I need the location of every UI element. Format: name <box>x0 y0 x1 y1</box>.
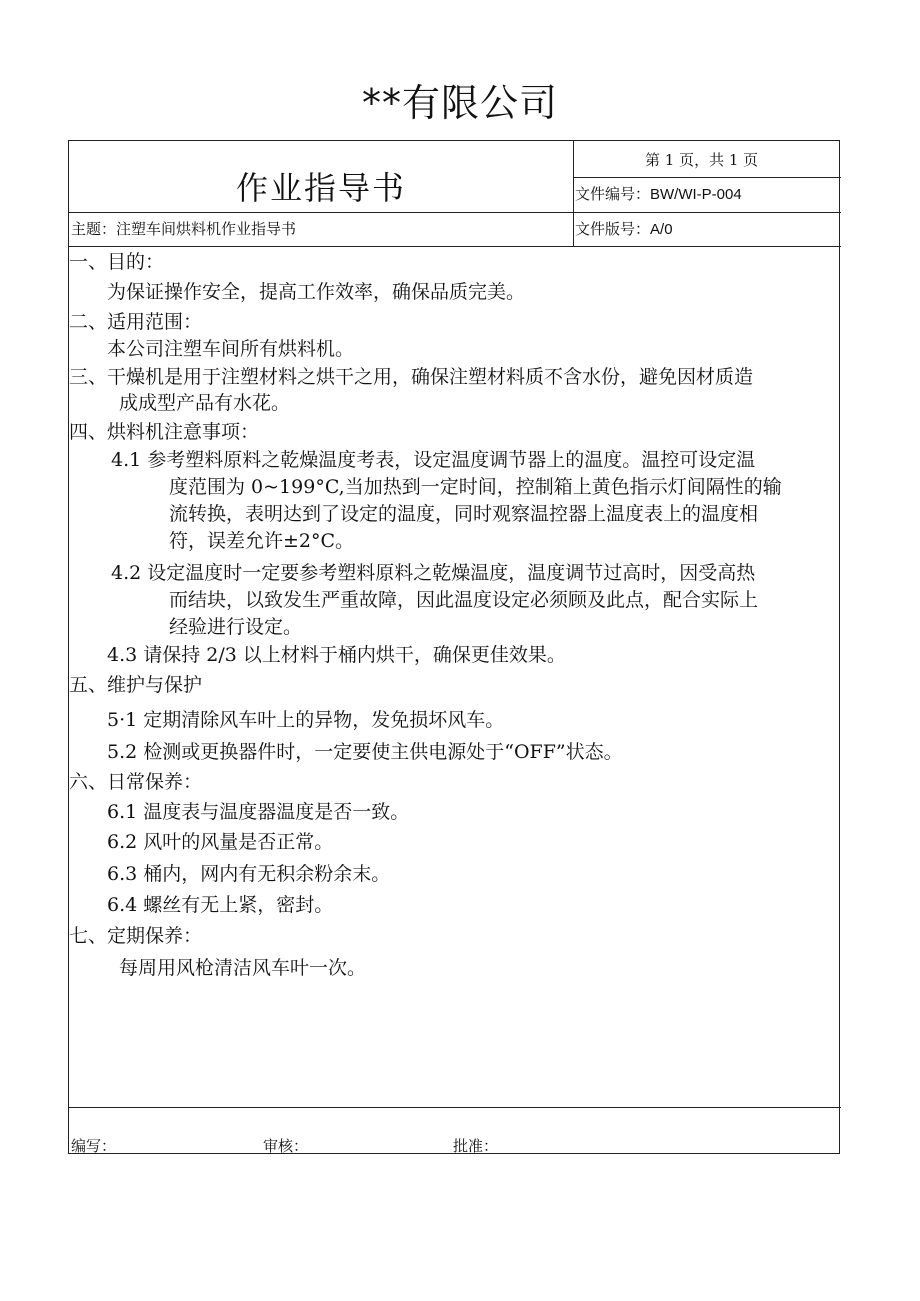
reviewed-by-label: 审核： <box>263 1137 309 1155</box>
section-3-line-2: 成成型产品有水花。 <box>119 392 291 414</box>
version-value: A/0 <box>650 221 673 238</box>
prepared-by-label: 编写： <box>71 1137 117 1155</box>
item-6-1: 6.1 温度表与温度器温度是否一致。 <box>107 801 410 823</box>
item-4-1-line-4: 符，误差允许±2°C。 <box>169 530 355 552</box>
item-4-2-line-1: 4.2 设定温度时一定要参考塑料原料之乾燥温度，温度调节过高时，因受高热 <box>111 562 756 584</box>
header-bottom-line <box>69 246 841 247</box>
section-5-title: 五、维护与保护 <box>69 674 203 696</box>
section-7-text: 每周用风枪清洁风车叶一次。 <box>119 957 367 979</box>
doc-number-label: 文件编号： <box>575 185 651 203</box>
signature-row-line <box>69 1107 841 1108</box>
section-1-text: 为保证操作安全，提高工作效率，确保品质完美。 <box>107 281 526 303</box>
doc-number-cell <box>575 183 742 204</box>
item-6-3: 6.3 桶内，网内有无积余粉余末。 <box>107 863 391 885</box>
subject-value: 注塑车间烘料机作业指导书 <box>116 220 297 238</box>
subject-cell <box>71 218 296 239</box>
document-table <box>68 140 840 1154</box>
item-4-1-line-1: 4.1 参考塑料原料之乾燥温度考表，设定温度调节器上的温度。温控可设定温 <box>111 449 756 471</box>
header-divider-vertical <box>573 141 574 246</box>
header-divider-full <box>69 212 841 213</box>
version-label: 文件版号： <box>575 220 651 238</box>
item-6-2: 6.2 风叶的风量是否正常。 <box>107 831 334 853</box>
item-5-1: 5·1 定期清除风车叶上的异物，发免损坏风车。 <box>107 709 505 731</box>
section-2-title: 二、适用范围： <box>69 311 203 333</box>
section-6-title: 六、日常保养： <box>69 771 203 793</box>
item-5-2: 5.2 检测或更换器件时，一定要使主供电源处于“OFF”状态。 <box>107 741 623 763</box>
section-7-title: 七、定期保养： <box>69 925 203 947</box>
section-2-text: 本公司注塑车间所有烘料机。 <box>107 338 355 360</box>
section-1-title: 一、目的： <box>69 251 165 273</box>
version-cell <box>575 218 673 239</box>
header-divider-right-1 <box>573 177 841 178</box>
item-4-1-line-3: 流转换，表明达到了设定的温度，同时观察温控器上温度表上的温度相 <box>169 503 759 525</box>
subject-label: 主题： <box>71 220 117 238</box>
item-4-2-line-2: 而结块，以致发生严重故障，因此温度设定必须顾及此点，配合实际上 <box>169 589 759 611</box>
approved-by-label: 批准： <box>453 1137 499 1155</box>
item-4-2-line-3: 经验进行设定。 <box>169 616 303 638</box>
company-name: **有限公司 <box>361 81 558 125</box>
item-4-3: 4.3 请保持 2/3 以上材料于桶内烘干，确保更佳效果。 <box>107 644 566 666</box>
section-4-title: 四、烘料机注意事项： <box>69 421 260 443</box>
section-3-line-1: 三、干燥机是用于注塑材料之烘干之用，确保注塑材料质不含水份，避免因材质造 <box>69 366 754 388</box>
item-4-1-line-2: 度范围为 0~199°C,当加热到一定时间，控制箱上黄色指示灯间隔性的输 <box>169 476 782 498</box>
doc-number-value: BW/WI-P-004 <box>650 186 742 203</box>
item-6-4: 6.4 螺丝有无上紧，密封。 <box>107 894 334 916</box>
document-title: 作业指导书 <box>235 169 406 207</box>
page-info: 第 1 页，共 1 页 <box>645 151 759 169</box>
